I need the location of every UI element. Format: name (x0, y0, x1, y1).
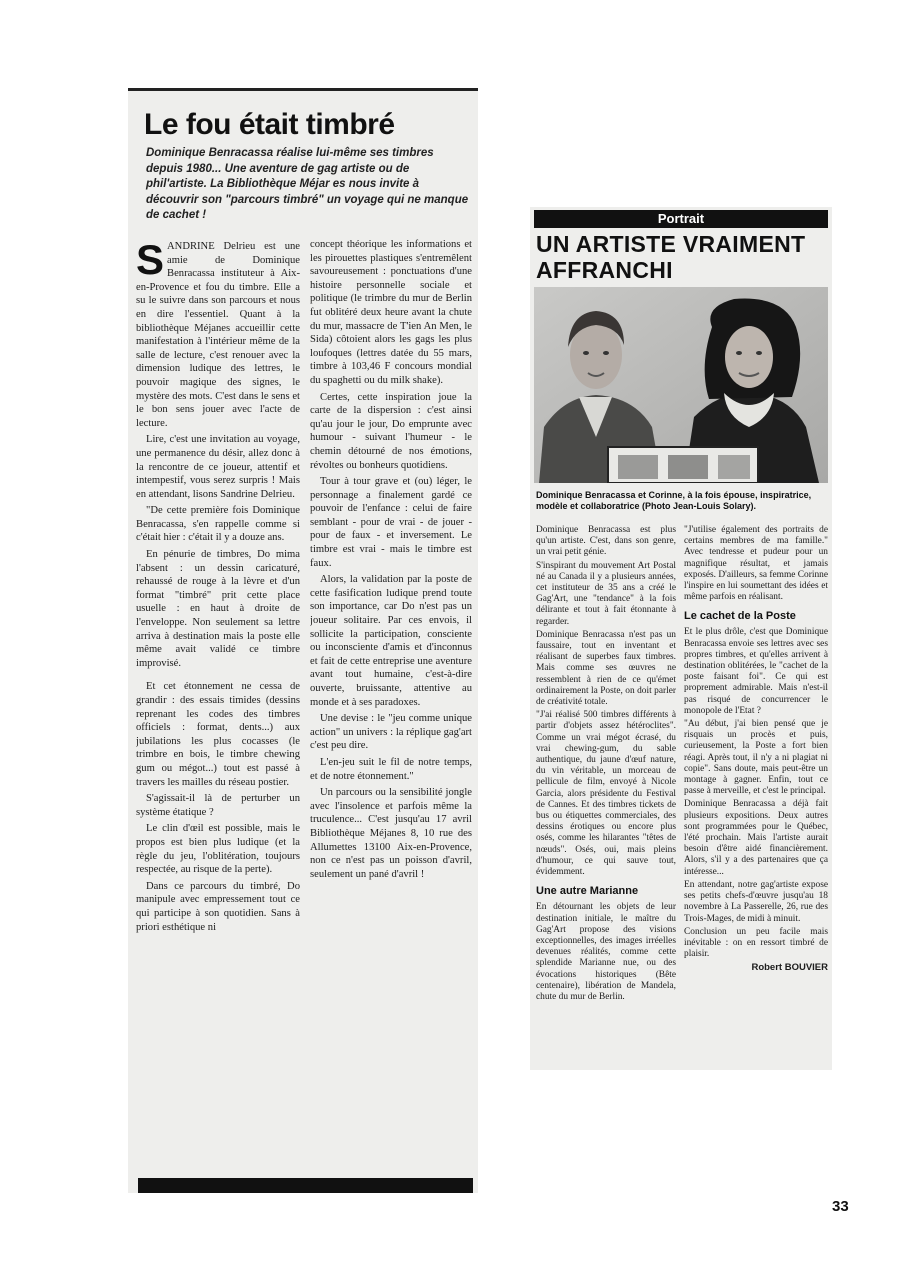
left-article-column-2 (310, 238, 472, 1183)
right-col2-paragraph: Conclusion un peu facile mais inévitable : on en ressort timbré de plaisir. (684, 926, 828, 960)
page-number: 33 (832, 1198, 849, 1215)
left-article-subtitle: Dominique Benracassa réalise lui-même ses timbres depuis 1980... Une aventure de gag artiste ou de phil'artiste. La Bibliothèque Méjar es nous invite à découvrir son "parcours timbré" un voyage qui ne manque de cachet ! (146, 147, 469, 221)
photo-caption: Dominique Benracassa et Corinne, à la fois épouse, inspiratrice, modèle et collaboratrice (Photo Jean-Louis Solary). (536, 490, 812, 511)
bottom-black-bar (138, 1178, 473, 1193)
right-article-clipping (530, 207, 832, 1070)
right-article-column-2 (684, 525, 828, 1065)
left-col2-paragraph: Un parcours ou la sensibilité jongle avec l'insolence et parfois même la truculence... C'est jusqu'au 17 avril Bibliothèque Méjanes 8, 10 rue des Allumettes 13100 Aix-en-Provence, non ce n'est pas un poisson d'avril, seulement un pané d'avril ! (310, 787, 472, 880)
left-col1-paragraph: SANDRINE Delrieu est une amie de Dominique Benracassa instituteur à Aix-en-Provence et fou du timbre. Elle a su le suivre dans son parcours et nous en dire l'essentiel. Quant à la bibliothèque Méjanes accueillir cette manifestation à l'intérieur même de la salle de lecture, c'est renouer avec la dimension ludique des lettres, le pouvoir magique des signes, le mystère des mots. C'est dans le sens et le bon sens jouer avec l'acte de lecture. (136, 240, 300, 429)
left-col1-paragraph: Lire, c'est une invitation au voyage, une permanence du désir, allez donc à la rencontre de ce joueur, attentif et intempestif, vous serez surpris ! Mais en attendant, lisons Sandrine Delrieu. (136, 434, 300, 500)
left-col2-paragraph: concept théorique les informations et les pirouettes plastiques s'entremêlent savoureusement : ponctuations d'une histoire personnelle sociale et politique (le trimbre du mur de Berlin fut oblitéré deux heure avant la chute du mur, massacre de T'ien An Men, le Sida) côtoient alors les gags les plus loufoques (lettres datée du 55 mars, timbre à 103,46 F concours mondial du spaghetti ou du milk shake). (310, 239, 472, 386)
left-col2-paragraph: Tour à tour grave et (ou) léger, le personnage a finalement gardé ce pouvoir de l'enfance : celui de faire semblant - pour de vrai - de jouer - pour de faux - et inversement. Le timbre est vrai - mais le timbre est faux. (310, 476, 472, 569)
left-col2-paragraph: Alors, la validation par la poste de cette fasification ludique prend toute son importance, car Do n'est pas un joueur solitaire. Par ces envois, il sollicite la participation, consciente ou inconsciente d'amis et d'inconnus et fait de cette entreprise une aventure avant tout humaine, c'est-à-dire ouverte, bruissante, attentive au monde et à ses paradoxes. (310, 574, 472, 708)
left-col2-paragraph: Une devise : le "jeu comme unique action" un univers : la réplique gag'art c'est peu dire. (310, 713, 472, 752)
author-byline: Robert BOUVIER (751, 962, 828, 974)
subheading-le-cachet-de-la-poste: Le cachet de la Poste (684, 610, 796, 623)
left-col1-paragraph: En pénurie de timbres, Do mima l'absent : un dessin caricaturé, rehaussé de rouge à la lèvre et d'un format "timbré" prit cette place usuelle : en haut à droite de l'enveloppe. Non seulement sa lettre arriva à destination mais la poste elle même avait validé ce timbre improvisé. (136, 549, 300, 669)
top-rule (128, 88, 478, 91)
left-col1-paragraph: "De cette première fois Dominique Benracassa, s'en rappelle comme si c'était hier : c'était il y a douze ans. (136, 505, 300, 544)
right-col2-paragraph: "J'utilise également des portraits de certains membres de ma famille." Avec tendresse et pudeur pour un magnifique résultat, et jamais exposés. D'ailleurs, sa femme Corinne l'inspire en lui soumettant des idées et même parfois en réalisant. (684, 525, 828, 603)
left-article-clipping (128, 88, 478, 1193)
left-col1-paragraph: Dans ce parcours du timbré, Do manipule avec empressement tout ce qui participe à son quotidien. Sans à priori esthétique ni (136, 880, 300, 933)
right-col1-paragraph: Dominique Benracassa est plus qu'un artiste. C'est, dans son genre, un vrai petit génie. (536, 525, 676, 558)
right-col1-paragraph: "J'ai réalisé 500 timbres différents à partir d'objets assez hétéroclites". Comme un vrai mégot écrasé, du vrai chewing-gum, du sable authentique, du jaune d'œuf nature, du vin véritable, un morceau de pellicule de film, envoyé à Nicole Garcia, alors présidente du Festival de Cannes. Et des timbres tickets de bus ou étiquettes commerciales, des dessins érotiques ou encore plus osés, comme les hilarantes "têtes de nœuds". Osés, oui, mais pleins d'humour, ce qui sauve tout, évidemment. (536, 710, 676, 878)
left-col1-paragraph: S'agissait-il là de perturber un système étatique ? (136, 793, 300, 818)
right-article-title: UN ARTISTE VRAIMENT AFFRANCHI (536, 231, 806, 283)
left-article-title: Le fou était timbré (144, 108, 395, 141)
right-col1-paragraph: Dominique Benracassa n'est pas un faussaire, tout en inventant et réalisant de superbes faux timbres. Mais comme ses œuvres ne ressemblent à rien de ce qu'émet ordinairement la Poste, on doit parler de créativité totale. (536, 629, 676, 708)
right-article-column-1 (536, 525, 676, 1065)
right-col2-paragraph: Dominique Benracassa a déjà fait plusieurs expositions. Deux autres sont programmées pour le Québec, l'été prochain. Mais l'artiste aurait besoin d'être aidé financièrement. Alors, s'il y a des partenaires que ça intéresse... (684, 799, 828, 877)
drop-cap: S (136, 240, 165, 283)
left-col1-paragraph: Et cet étonnement ne cessa de grandir : des essais timides (dessins reprenant les codes des timbres officiels : format, dents...) aux jubilations les plus cocasses (le trimbre en bois, le timbre chewing gum ou mégot...) tout est passé à travers les mailles du réseau postier. (136, 681, 300, 788)
right-col1-paragraph: S'inspirant du mouvement Art Postal né au Canada il y a plusieurs années, cet instituteur de 35 ans a créé le Gag'Art, une "tendance" à la fois délirante et tout à fait étonnante à regarder. (536, 560, 676, 627)
right-col2-paragraph: Et le plus drôle, c'est que Dominique Benracassa envoie ses lettres avec ses propres timbres, et qu'elles arrivent à destination oblitérées, le "cachet de la poste faisant foi". Ce qui est proprement admirable. Mais n'est-il pas risqué de concurrencer le monopole de l'Etat ? (684, 627, 828, 716)
left-col2-paragraph: L'en-jeu suit le fil de notre temps, et de notre étonnement." (310, 756, 472, 782)
portrait-photo (534, 287, 828, 483)
right-col2-paragraph: En attendant, notre gag'artiste expose ses petits chefs-d'œuvre jusqu'au 18 novembre à La Passerelle, 26, rue des Trois-Mages, de midi à minuit. (684, 879, 828, 924)
left-article-column-1 (136, 240, 300, 1185)
left-col2-paragraph: Certes, cette inspiration joue la carte de la dispersion : c'est ainsi qu'au jour le jour, Do emprunte avec humour - suivant l'humeur - le chemin détourné de nos émotions, révoltes ou bonheurs quotidiens. (310, 391, 472, 471)
right-col2-paragraph: "Au début, j'ai bien pensé que je risquais un procès et puis, curieusement, la Poste a fort bien réagi. Après tout, il n'y a ni plagiat ni copie". Sans doute, mais peut-être un montage à gagner. Enfin, tout ce passe à merveille, et c'est le principal. (684, 719, 828, 797)
right-col1-paragraph: En détournant les objets de leur destination initiale, le maître du Gag'Art propose des visions exceptionnelles, des images irréelles devenues réalités, comme cette splendide Marianne nue, ou des évocations historiques (Bête centenaire), libération de Mandela, chute du mur de Berlin. (536, 902, 676, 1002)
left-col1-paragraph: Le clin d'œil est possible, mais le propos est bien plus ludique (et la règle du jeu, l'oblitération, toujours respectée, au risque de la perte). (136, 823, 300, 876)
section-banner: Portrait (534, 210, 828, 228)
subheading-une-autre-marianne: Une autre Marianne (536, 885, 639, 898)
